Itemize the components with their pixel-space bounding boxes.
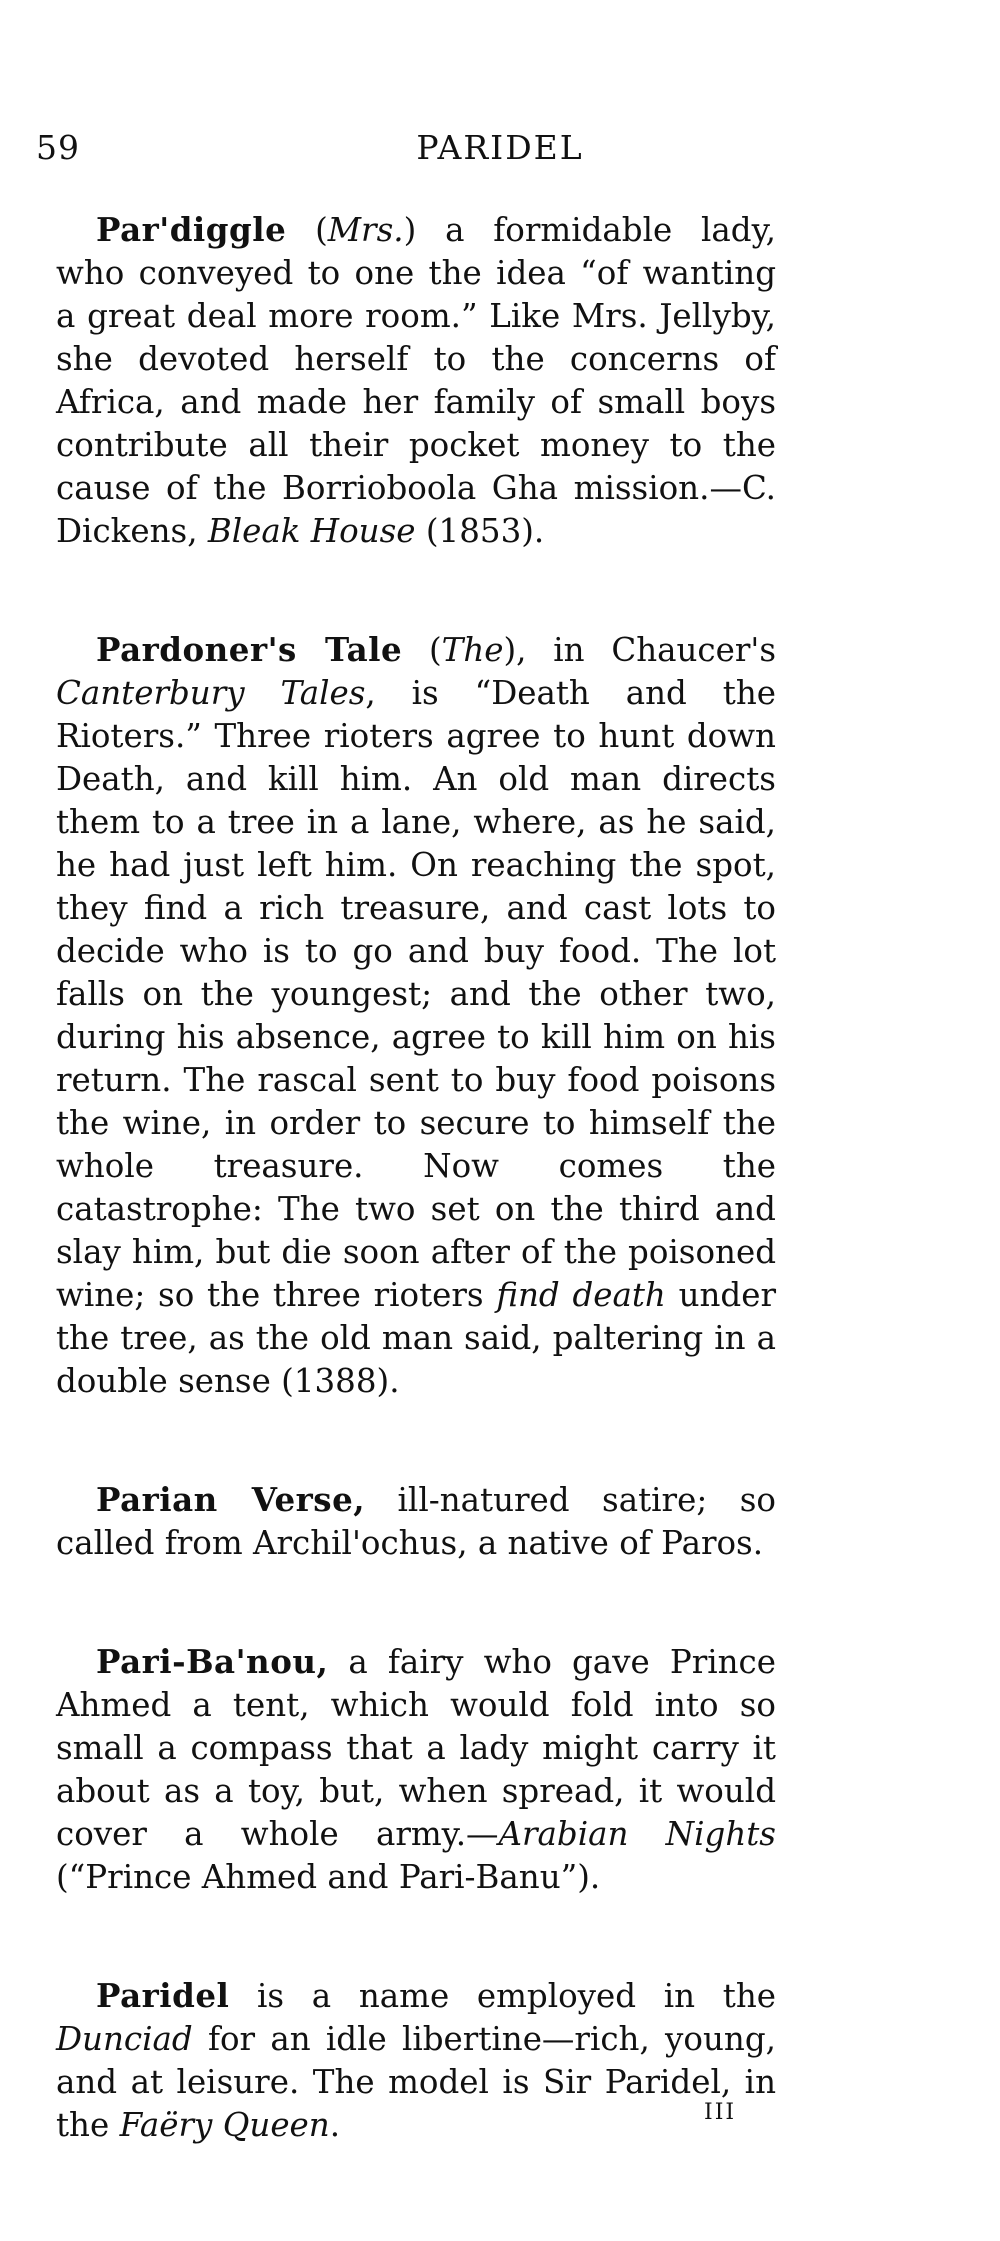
entry-text: is a name employed in the <box>229 1977 776 2015</box>
entry-italic: Dunciad <box>56 2020 193 2058</box>
entry-pardoners-tale <box>56 628 776 1403</box>
signature-mark: III <box>704 2100 737 2125</box>
entry-italic: Faëry Queen <box>119 2106 330 2144</box>
entry-text: ill-natured satire; so called from Archil'ochus, a native of Paros. <box>56 1481 776 1562</box>
entry-text: (1853). <box>415 512 545 550</box>
entry-italic: Arabian Nights <box>498 1815 776 1853</box>
entry-text: under the tree, as the old man said, paltering in a double sense (1388). <box>56 1276 776 1400</box>
entry-text: (“Prince Ahmed and Pari-Banu”). <box>56 1858 601 1896</box>
entry-text: . <box>329 2106 341 2144</box>
entry-pari-banou <box>56 1640 776 1899</box>
entry-italic: Mrs. <box>327 211 404 249</box>
entry-text: ( <box>402 631 442 669</box>
entry-paridel <box>56 1974 776 2147</box>
entry-text: ( <box>286 211 328 249</box>
entry-italic: Bleak House <box>207 512 416 550</box>
entry-text: for an idle libertine—rich, young, and at leisure. The model is Sir Paridel, in the <box>56 2020 776 2144</box>
entry-italic: The <box>441 631 504 669</box>
entry-headword: Pari-Ba'nou, <box>96 1642 329 1681</box>
entry-headword: Parian Verse, <box>96 1480 366 1519</box>
entry-headword: Paridel <box>96 1976 230 2015</box>
page-title: PARIDEL <box>416 128 584 167</box>
entry-text: , is “Death and the Rioters.” Three rioters agree to hunt down Death, and kill him. An old man directs them to a tree in a lane, where, as he said, he had just left him. On reaching the spot, they find a rich treasure, and cast lots to decide who is to go and buy food. The lot falls on the youngest; and the other two, during his absence, agree to kill him on his return. The rascal sent to buy food poisons the wine, in order to secure to himself the whole treasure. Now comes the catastrophe: The two set on the third and slay him, but die soon after of the poisoned wine; so the three rioters <box>56 674 776 1314</box>
entry-list <box>56 208 776 2222</box>
entry-headword: Pardoner's Tale <box>96 630 403 669</box>
page-number: 59 <box>36 128 80 167</box>
entry-text: a fairy who gave Prince Ahmed a tent, which would fold into so small a compass that a lady might carry it about as a toy, but, when spread, it would cover a whole army.— <box>56 1643 776 1853</box>
entry-pardiggle <box>56 208 776 553</box>
entry-italic: Canterbury Tales <box>56 674 366 712</box>
entry-text: ), in Chaucer's <box>503 631 777 669</box>
running-head <box>0 128 1000 178</box>
entry-headword: Par'diggle <box>96 210 287 249</box>
entry-parian-verse <box>56 1478 776 1565</box>
entry-italic: find death <box>496 1276 666 1314</box>
entry-text: ) a formidable lady, who conveyed to one the idea “of wanting a great deal more room.” Like Mrs. Jellyby, she devoted herself to the concerns of Africa, and made her family of small boys contribute all their pocket money to the cause of the Borrioboola Gha mission.—C. Dickens, <box>56 211 776 550</box>
